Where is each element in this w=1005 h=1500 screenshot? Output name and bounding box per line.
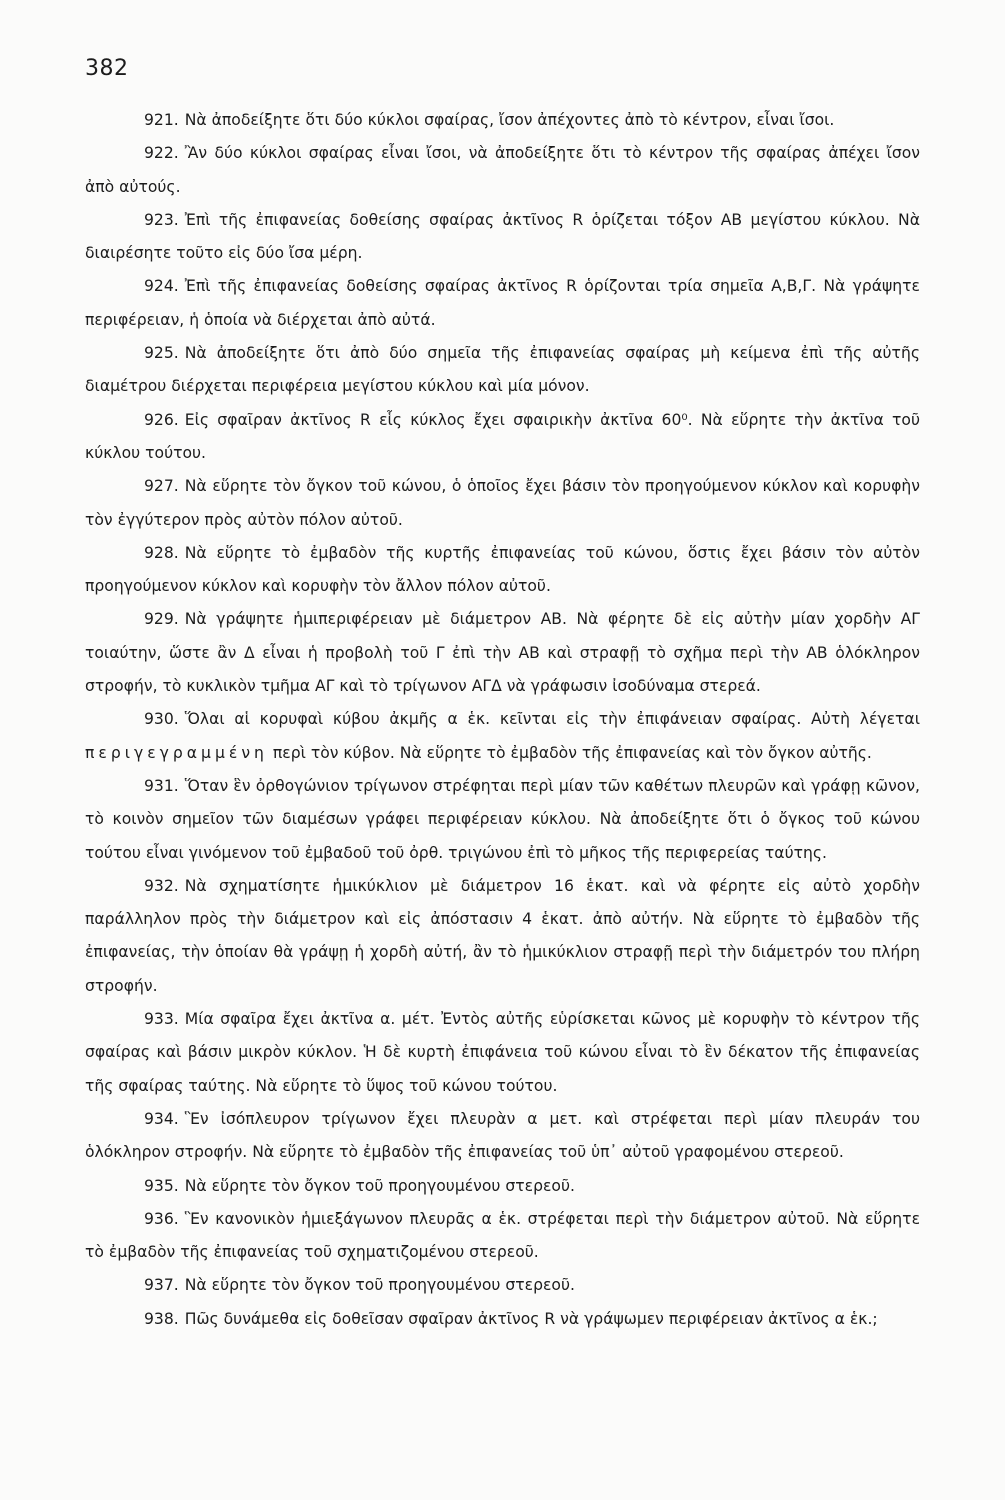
problem-text-spaced-term: περιγεγραμμένη <box>85 743 268 762</box>
problem-text: Ἓν κανονικὸν ἡμιεξάγωνον πλευρᾶς α ἑκ. στρέφεται περὶ τὴν διάμετρον αὐτοῦ. Νὰ εὕρητε τὸ ἐμβαδὸν τῆς ἐπιφανείας τοῦ σχηματιζομένου στερεοῦ. <box>85 1209 920 1262</box>
problem-937 <box>85 1269 920 1302</box>
problem-text-post: περὶ τὸν κύβον. Νὰ εὕρητε τὸ ἐμβαδὸν τῆς ἐπιφανείας καὶ τὸν ὄγκον αὐτῆς. <box>272 743 872 762</box>
problem-text: Ὅταν ἓν ὀρθογώνιον τρίγωνον στρέφηται περὶ μίαν τῶν καθέτων πλευρῶν καὶ γράφῃ κῶνον, τὸ κοινὸν σημεῖον τῶν διαμέσων γράφει περιφέρειαν κύκλου. Νὰ ἀποδείξητε ὅτι ὁ ὄγκος τοῦ κώνου τούτου εἶναι γινόμενον τοῦ ἐμβαδοῦ τοῦ ὀρθ. τριγώνου ἐπὶ τὸ μῆκος τῆς περιφερείας ταύτης. <box>85 776 920 862</box>
problem-number: 931. <box>144 776 179 795</box>
problem-921 <box>85 104 920 137</box>
problem-number: 926. <box>144 410 179 429</box>
problem-924 <box>85 270 920 337</box>
problem-929 <box>85 603 920 703</box>
problem-number: 934. <box>144 1109 179 1128</box>
problem-927 <box>85 470 920 537</box>
problem-931 <box>85 770 920 870</box>
problem-938 <box>85 1303 920 1336</box>
problem-926 <box>85 404 920 471</box>
problem-text: Μία σφαῖρα ἔχει ἀκτῖνα α. μέτ. Ἐντὸς αὐτῆς εὑρίσκεται κῶνος μὲ κορυφὴν τὸ κέντρον τῆς σφαίρας καὶ βάσιν μικρὸν κύκλον. Ἡ δὲ κυρτὴ ἐπιφάνεια τοῦ κώνου εἶναι τὸ ἓν δέκατον τῆς ἐπιφανείας τῆς σφαίρας ταύτης. Νὰ εὕρητε τὸ ὕψος τοῦ κώνου τούτου. <box>85 1010 920 1095</box>
problem-932 <box>85 870 920 1003</box>
problem-text: Νὰ εὕρητε τὸν ὄγκον τοῦ κώνου, ὁ ὁποῖος ἔχει βάσιν τὸν προηγούμενον κύκλον καὶ κορυφὴν τὸν ἐγγύτερον πρὸς αὐτὸν πόλον αὐτοῦ. <box>85 477 920 529</box>
problem-number: 930. <box>144 710 179 729</box>
problem-934 <box>85 1103 920 1170</box>
problem-936 <box>85 1203 920 1270</box>
problem-923 <box>85 204 920 271</box>
problem-933 <box>85 1003 920 1103</box>
problem-number: 927. <box>144 477 179 496</box>
problem-925 <box>85 337 920 404</box>
problem-text: Ἂν δύο κύκλοι σφαίρας εἶναι ἴσοι, νὰ ἀποδείξητε ὅτι τὸ κέντρον τῆς σφαίρας ἀπέχει ἴσον ἀπὸ αὐτούς. <box>85 144 920 196</box>
problem-935 <box>85 1170 920 1203</box>
problem-text: Ἐπὶ τῆς ἐπιφανείας δοθείσης σφαίρας ἀκτῖνος R ὁρίζεται τόξον ΑΒ μεγίστου κύκλου. Νὰ διαιρέσητε τοῦτο εἰς δύο ἴσα μέρη. <box>85 210 920 263</box>
problem-text: Ἓν ἰσόπλευρον τρίγωνον ἔχει πλευρὰν α μετ. καὶ στρέφεται περὶ μίαν πλευράν του ὁλόκληρον στροφήν. Νὰ εὕρητε τὸ ἐμβαδὸν τῆς ἐπιφανείας τοῦ ὑπ᾽ αὐτοῦ γραφομένου στερεοῦ. <box>85 1109 920 1162</box>
problem-number: 923. <box>144 210 179 229</box>
problem-text: Ἐπὶ τῆς ἐπιφανείας δοθείσης σφαίρας ἀκτῖνος R ὁρίζονται τρία σημεῖα Α,Β,Γ. Νὰ γράψητε περιφέρειαν, ἡ ὁποία νὰ διέρχεται ἀπὸ αὐτά. <box>85 277 920 329</box>
problem-text: Νὰ εὕρητε τὸν ὄγκον τοῦ προηγουμένου στερεοῦ. <box>184 1176 575 1195</box>
problem-text: Νὰ εὕρητε τὸ ἐμβαδὸν τῆς κυρτῆς ἐπιφανείας τοῦ κώνου, ὅστις ἔχει βάσιν τὸν αὐτὸν προηγούμενον κύκλον καὶ κορυφὴν τὸν ἄλλον πόλον αὐτοῦ. <box>85 543 920 596</box>
problem-number: 922. <box>144 144 179 163</box>
problem-922 <box>85 137 920 204</box>
problem-number: 932. <box>144 876 179 895</box>
problem-text: Πῶς δυνάμεθα εἰς δοθεῖσαν σφαῖραν ἀκτῖνος R νὰ γράψωμεν περιφέρειαν ἀκτῖνος α ἑκ.; <box>184 1309 878 1328</box>
problem-number: 921. <box>144 111 179 129</box>
problem-text: Νὰ ἀποδείξητε ὅτι δύο κύκλοι σφαίρας, ἴσον ἀπέχοντες ἀπὸ τὸ κέντρον, εἶναι ἴσοι. <box>184 111 835 129</box>
problem-list <box>85 104 920 1336</box>
page-number: 382 <box>85 56 129 81</box>
problem-text-pre: Ὅλαι αἱ κορυφαὶ κύβου ἀκμῆς α ἑκ. κεῖνται εἰς τὴν ἐπιφάνειαν σφαίρας. Αὐτὴ λέγεται <box>184 710 920 729</box>
problem-text: Νὰ εὕρητε τὸν ὄγκον τοῦ προηγουμένου στερεοῦ. <box>184 1276 575 1295</box>
problem-number: 925. <box>144 344 179 363</box>
problem-928 <box>85 537 920 604</box>
problem-number: 924. <box>144 277 179 296</box>
problem-number: 929. <box>144 610 179 629</box>
problem-text: Νὰ ἀποδείξητε ὅτι ἀπὸ δύο σημεῖα τῆς ἐπιφανείας σφαίρας μὴ κείμενα ἐπὶ τῆς αὐτῆς διαμέτρου διέρχεται περιφέρεια μεγίστου κύκλου καὶ μία μόνον. <box>85 344 920 396</box>
problem-text: Νὰ σχηματίσητε ἡμικύκλιον μὲ διάμετρον 16 ἑκατ. καὶ νὰ φέρητε εἰς αὐτὸ χορδὴν παράλληλον πρὸς τὴν διάμετρον καὶ εἰς ἀπόστασιν 4 ἑκατ. ἀπὸ αὐτήν. Νὰ εὕρητε τὸ ἐμβαδὸν τῆς ἐπιφανείας, τὴν ὁποίαν θὰ γράψῃ ἡ χορδὴ αὐτή, ἂν τὸ ἡμικύκλιον στραφῇ περὶ τὴν διάμετρόν του πλήρη στροφήν. <box>85 876 920 995</box>
problem-number: 938. <box>144 1309 179 1328</box>
problem-text: Νὰ γράψητε ἡμιπεριφέρειαν μὲ διάμετρον ΑΒ. Νὰ φέρητε δὲ εἰς αὐτὴν μίαν χορδὴν ΑΓ τοιαύτην, ὥστε ἂν Δ εἶναι ἡ προβολὴ τοῦ Γ ἐπὶ τὴν ΑΒ καὶ στραφῇ τὸ σχῆμα περὶ τὴν ΑΒ ὁλόκληρον στροφήν, τὸ κυκλικὸν τμῆμα ΑΓ καὶ τὸ τρίγωνον ΑΓΔ νὰ γράφωσιν ἰσοδύναμα στερεά. <box>85 610 920 696</box>
problem-number: 933. <box>144 1010 179 1029</box>
problem-number: 935. <box>144 1176 179 1195</box>
problem-number: 936. <box>144 1209 179 1228</box>
problem-number: 937. <box>144 1276 179 1295</box>
problem-number: 928. <box>144 543 179 562</box>
problem-text: Εἰς σφαῖραν ἀκτῖνος R εἷς κύκλος ἔχει σφαιρικὴν ἀκτῖνα 60⁰. Νὰ εὕρητε τὴν ἀκτῖνα τοῦ κύκλου τούτου. <box>85 410 920 462</box>
problem-930 <box>85 703 920 770</box>
